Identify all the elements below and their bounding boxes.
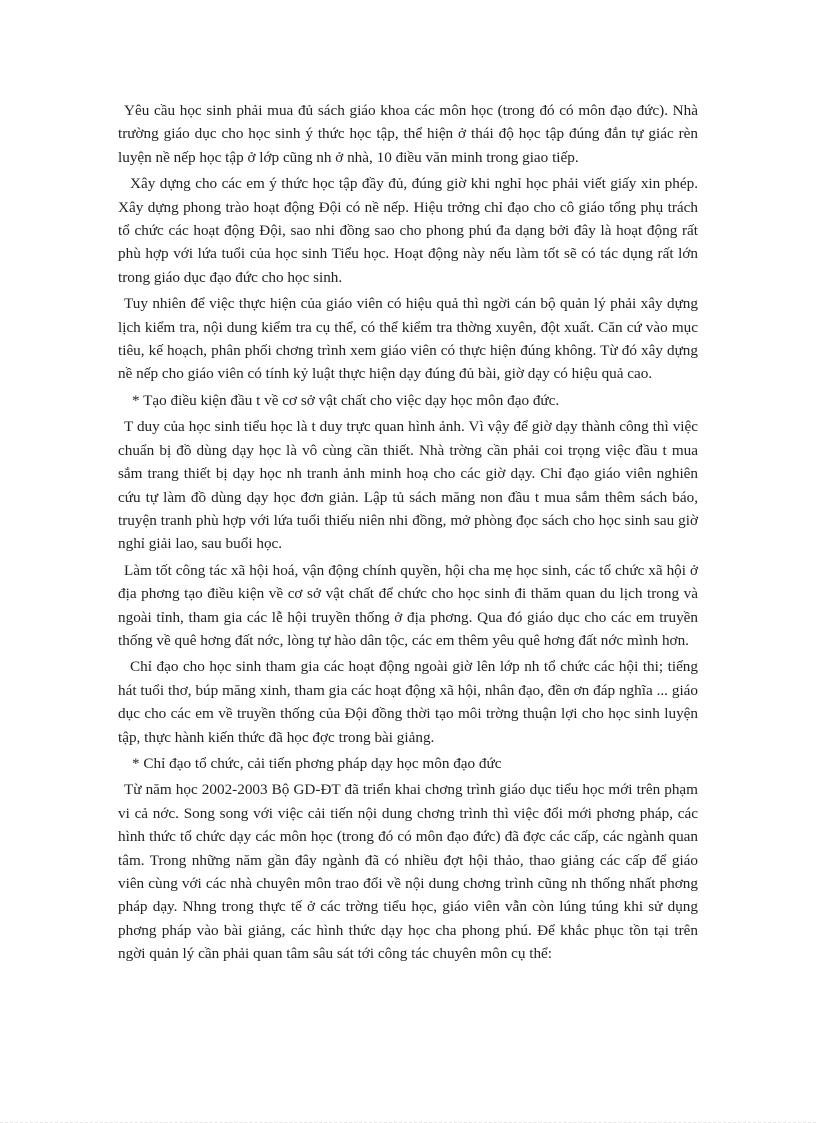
- document-body: [118, 99, 698, 969]
- heading-teaching-methods: * Chỉ đạo tổ chức, cải tiến phơng pháp dạy học môn đạo đức: [132, 754, 502, 772]
- paragraph-inspection: Tuy nhiên để việc thực hiện của giáo viên có hiệu quả thì ngời cán bộ quản lý phải xây dựng lịch kiểm tra, nội dung kiểm tra cụ thể, có thể kiểm tra thờng xuyên, đột xuất. Căn cứ vào mục tiêu, kế hoạch, phân phối chơng trình xem giáo viên có thực hiện đúng không. Từ đó xây dựng nề nếp cho giáo viên có tính kỷ luật thực hiện dạy đúng đủ bài, giờ dạy có hiệu quả cao.: [118, 295, 698, 383]
- paragraph-teaching-aids: T duy của học sinh tiểu học là t duy trực quan hình ảnh. Vì vậy để giờ dạy thành công thì việc chuẩn bị đồ dùng dạy học là vô cùng cần thiết. Nhà trờng cần phải coi trọng việc đầu t mua sắm trang thiết bị dạy học nh tranh ảnh minh hoạ cho các giờ dạy. Chỉ đạo giáo viên nghiên cứu tự làm đồ dùng dạy học đơn giản. Lập tủ sách măng non đầu t mua sắm thêm sách báo, truyện tranh phù hợp với lứa tuổi thiếu niên nhi đồng, mở phòng đọc sách cho học sinh sau giờ nghỉ giải lao, sau buổi học.: [118, 418, 698, 553]
- paragraph-extracurricular: Chỉ đạo cho học sinh tham gia các hoạt động ngoài giờ lên lớp nh tổ chức các hội thi; tiếng hát tuổi thơ, búp măng xinh, tham gia các hoạt động xã hội, nhân đạo, đền ơn đáp nghĩa ... giáo dục cho các em về truyền thống của Đội đồng thời tạo môi trờng thuận lợi cho học sinh luyện tập, thực hành kiến thức đã học đợc trong bài giảng.: [118, 658, 698, 746]
- paragraph-study-awareness: Xây dựng cho các em ý thức học tập đầy đủ, đúng giờ khi nghỉ học phải viết giấy xin phép. Xây dựng phong trào hoạt động Đội có nề nếp. Hiệu trởng chỉ đạo cho cô giáo tổng phụ trách tổ chức các hoạt động Đội, sao nhi đồng sao cho phong phú đa dạng bởi đây là hoạt động rất phù hợp với lứa tuổi của học sinh Tiểu học. Hoạt động này nếu làm tốt sẽ có tác dụng rất lớn trong giáo dục đạo đức cho học sinh.: [118, 175, 698, 286]
- paragraph-textbooks: Yêu cầu học sinh phải mua đủ sách giáo khoa các môn học (trong đó có môn đạo đức). Nhà trường giáo dục cho học sinh ý thức học tập, thể hiện ở thái độ học tập đúng đắn tự giác rèn luyện nề nếp học tập ở lớp cũng nh ở nhà, 10 điều văn minh trong giao tiếp.: [118, 102, 698, 166]
- paragraph-new-curriculum: Từ năm học 2002-2003 Bộ GD-ĐT đã triển khai chơng trình giáo dục tiểu học mới trên phạm vi cả nớc. Song song với việc cải tiến nội dung chơng trình thì việc đổi mới phơng pháp, các hình thức tổ chức dạy các môn học (trong đó có môn đạo đức) đã đợc các cấp, các ngành quan tâm. Trong những năm gần đây ngành đã có nhiều đợt hội thảo, thao giảng các cấp để giáo viên cùng với các nhà chuyên môn trao đổi về nội dung chơng trình cũng nh thống nhất phơng pháp dạy. Nhng trong thực tế ở các trờng tiểu học, giáo viên vẫn còn lúng túng khi sử dụng phơng pháp vào bài giảng, các hình thức dạy học cha phong phú. Để khắc phục tồn tại trên ngời quản lý cần phải quan tâm sâu sát tới công tác chuyên môn cụ thể:: [118, 781, 698, 963]
- paragraph-socialization: Làm tốt công tác xã hội hoá, vận động chính quyền, hội cha mẹ học sinh, các tổ chức xã hội ở địa phơng tạo điều kiện về cơ sở vật chất để chức cho học sinh đi thăm quan du lịch trong và ngoài tỉnh, tham gia các lễ hội truyền thống ở địa phơng. Qua đó giáo dục cho các em truyền thống về quê hơng đất nớc, lòng tự hào dân tộc, các em thêm yêu quê hơng đất nớc mình hơn.: [118, 561, 698, 649]
- heading-facilities: * Tạo điều kiện đầu t về cơ sở vật chất cho việc dạy học môn đạo đức.: [132, 391, 560, 409]
